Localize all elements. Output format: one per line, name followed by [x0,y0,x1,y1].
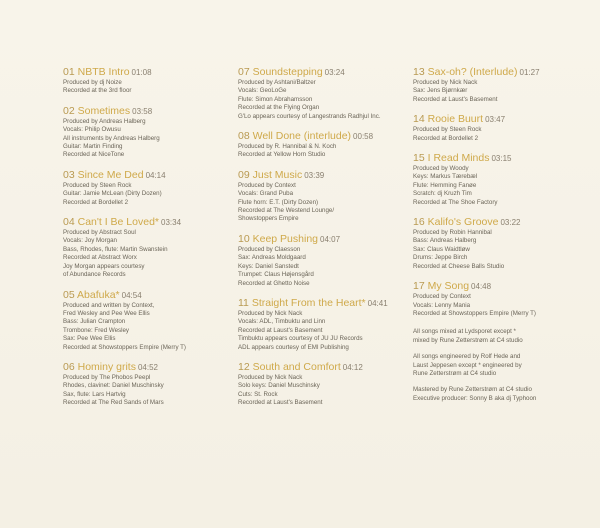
track-entry [413,113,583,143]
track-duration: 04:07 [320,234,341,244]
track-duration: 01:27 [519,68,540,77]
track-duration: 03:22 [500,218,521,228]
credit-line: Recorded at Bordellet 2 [63,198,129,206]
track-duration: 03:58 [132,106,153,116]
track-duration: 03:39 [304,170,325,180]
credit-line: Trombone: Fred Wesley [63,326,130,334]
track-title: Can't I Be Loved* [77,216,159,229]
track-number: 06 [63,360,75,373]
track-title: Rooie Buurt [427,113,484,126]
credit-line: Produced by Context [413,293,471,301]
credit-line: Vocals: Joy Morgan [63,237,117,245]
credit-line: Produced by dj Noize [63,79,122,86]
credit-line: Sax: Jens Bjørnkær [413,87,468,95]
credit-line: Vocals: Lenny Mania [413,301,471,309]
credit-line: Flute: Hemming Fanøe [413,181,477,189]
note-line: mixed by Rune Zetterstrøm at C4 studio [413,336,523,344]
track-duration: 03:15 [491,154,512,164]
credit-line: Vocals: ADL, Timbuktu and Linn [238,318,326,326]
track-heading [63,289,213,302]
credit-line: Recorded at Yellow Horn Studio [238,151,326,159]
credit-line: Bass: Julian Crampton [63,318,126,326]
track-number: 03 [63,168,75,181]
credit-line: Recorded at Cheese Balls Studio [413,262,505,270]
note-line: Rune Zetterstrøm at C4 studio [413,369,497,377]
credit-line: Sax, flute: Lars Hartvig [63,390,126,398]
track-number: 04 [63,216,75,229]
track-heading [238,233,403,246]
track-number: 11 [238,296,249,309]
track-title: Hominy grits [77,360,136,373]
track-number: 05 [63,288,75,301]
track-title: Well Done (interlude) [252,130,352,143]
track-entry [413,280,583,318]
credit-line: Guitar: Martin Finding [63,143,123,151]
note-line: Laust Jeppesen except * engineered by [413,361,522,369]
track-title: I Read Minds [427,152,490,165]
track-heading [413,216,583,229]
credit-line: Recorded at Bordellet 2 [413,134,479,142]
column-1 [63,66,213,417]
track-entry [63,361,213,408]
credit-line: Bass, Rhodes, flute: Martin Swanstein [63,245,168,253]
track-entry [238,66,403,121]
track-heading [63,105,213,118]
track-duration: 04:12 [342,362,363,372]
credit-line: Recorded at NiceTone [63,151,125,159]
note-line: All songs mixed at Lydsporet except * [413,328,516,336]
credit-line: Produced by Steen Rock [413,126,482,134]
track-heading [63,66,213,79]
track-title: Keep Pushing [252,232,318,245]
track-number: 09 [238,168,250,181]
track-duration: 00:58 [353,132,374,142]
track-title: Kalifo's Groove [427,216,499,229]
track-heading [63,361,213,374]
credit-line: Fred Wesley and Pee Wee Ellis [63,309,150,317]
credit-line: Vocals: GeoLoGe [238,87,287,95]
note-block [413,328,583,345]
track-title: Straight From the Heart* [251,296,366,309]
credit-line: Rhodes, clavinet: Daniel Muschinsky [63,382,164,390]
credit-line: Drums: Jeppe Birch [413,254,468,262]
credit-line: Recorded at Laust's Basement [238,399,323,407]
credit-line: Recorded at the Flying Organ [238,104,320,112]
track-number: 13 [413,66,425,78]
credit-line: Keys: Daniel Sanstedt [238,262,299,270]
track-heading [238,169,403,182]
credit-line: Produced by The Phobos Peepl [63,373,151,381]
track-entry [238,233,403,288]
credit-line: Produced by Ashtani/Baltzer [238,79,316,86]
credit-line: Flute horn: E.T. (Dirty Dozen) [238,198,319,206]
credit-line: Vocals: Philip Owusu [63,126,121,134]
note-block [413,386,583,403]
track-title: Sax-oh? (Interlude) [427,66,518,78]
track-heading [413,113,583,126]
credit-line: Guitar: Jamie McLean (Dirty Dozen) [63,190,162,198]
credit-line: Recorded at Showstoppers Empire (Merry T) [413,309,536,317]
track-title: My Song [427,280,470,293]
credit-line: Produced by Claesson [238,245,301,253]
track-entry [413,66,583,104]
track-number: 10 [238,232,250,245]
track-heading [63,216,213,229]
credit-line: Recorded at Abstract Worx [63,254,137,262]
credit-line: Produced by Nick Nack [413,79,478,86]
track-duration: 03:34 [161,218,182,228]
track-duration: 03:47 [485,115,506,125]
note-line: All songs engineered by Rolf Hede and [413,353,521,361]
production-notes [413,328,583,403]
credit-line: Produced by Steen Rock [63,181,132,189]
credit-line: Sax: Pee Wee Ellis [63,335,116,343]
track-number: 16 [413,216,425,229]
track-title: NBTB Intro [77,66,130,78]
track-number: 14 [413,113,425,126]
track-entry [63,169,213,207]
credit-line: Recorded at The Red Sands of Mars [63,399,164,407]
credit-line: Scratch: dj Kruzh Tim [413,190,472,198]
credit-line: Recorded at Showstoppers Empire (Merry T) [63,343,186,351]
credit-line: Sax: Claus Waidtløw [413,245,470,253]
track-title: Since Me Ded [77,168,144,181]
credit-line: ADL appears courtesy of EMI Publishing [238,343,349,351]
track-heading [238,361,403,374]
track-entry [63,66,213,96]
track-number: 02 [63,104,75,117]
credit-line: Trumpet: Claus Højensgård [238,271,314,279]
track-entry [238,130,403,160]
credit-line: Showstoppers Empire [238,215,299,223]
credit-line: Produced by Andreas Halberg [63,117,146,125]
track-heading [238,297,403,310]
track-duration: 04:52 [137,362,158,372]
track-entry [63,105,213,160]
credit-line: Joy Morgan appears courtesy [63,262,145,270]
credit-line: Recorded at The Westend Lounge/ [238,207,335,215]
credit-line: Recorded at Laust's Basement [413,95,498,103]
track-duration: 04:14 [145,170,166,180]
credit-line: Produced by R. Hannibal & N. Koch [238,143,337,151]
track-duration: 04:54 [121,290,142,300]
credit-line: Produced by Context [238,181,296,189]
credit-line: Recorded at The Shoe Factory [413,198,498,206]
credit-line: Recorded at Laust's Basement [238,326,323,334]
track-number: 07 [238,66,250,78]
track-heading [63,169,213,182]
track-title: South and Comfort [252,360,341,373]
note-block [413,353,583,378]
track-duration: 04:48 [471,282,492,292]
credit-line: Produced by Nick Nack [238,373,303,381]
track-heading [413,66,583,79]
credit-line: of Abundance Records [63,271,126,279]
track-number: 12 [238,360,250,373]
track-title: Abafuka* [77,288,120,301]
credit-line: Timbuktu appears courtesy of JU JU Records [238,335,363,343]
track-title: Just Music [252,168,303,181]
track-heading [413,280,583,293]
track-entry [238,297,403,352]
column-2 [238,66,403,417]
track-entry [238,361,403,408]
track-title: Soundstepping [252,66,323,78]
track-duration: 03:24 [324,68,345,77]
track-number: 17 [413,280,425,293]
credit-line: Produced by Woody [413,165,469,173]
credit-line: Sax: Andreas Moldgaard [238,254,306,262]
note-line: Executive producer: Sonny B aka dj Typhoon [413,394,537,402]
credit-line: Produced and written by Context, [63,301,155,309]
credit-line: Bass: Andreas Halberg [413,237,477,245]
credit-line: Recorded at the 3rd floor [63,87,132,95]
credit-line: Vocals: Grand Puba [238,190,294,198]
credit-line: All instruments by Andreas Halberg [63,134,160,142]
track-number: 15 [413,152,425,165]
track-entry [413,152,583,207]
column-3 [413,66,583,411]
credit-line: Produced by Nick Nack [238,309,303,317]
note-line: Mastered by Rune Zetterstrøm at C4 studio [413,386,532,394]
track-duration: 01:08 [131,68,152,77]
credit-line: Produced by Abstract Soul [63,229,136,237]
track-entry [238,169,403,224]
track-heading [238,66,403,79]
credit-line: G'Lo appears courtesy of Langestrands Radhjul Inc. [238,112,381,120]
credit-line: Recorded at Ghetto Noise [238,279,310,287]
credit-line: Flute: Simon Abrahamsson [238,95,313,103]
track-number: 01 [63,66,75,78]
track-entry [63,216,213,279]
track-duration: 04:41 [367,298,388,308]
track-entry [413,216,583,271]
track-entry [63,289,213,352]
track-heading [238,130,403,143]
track-title: Sometimes [77,104,131,117]
credit-line: Solo keys: Daniel Muschinsky [238,382,320,390]
credit-line: Produced by Robin Hannibal [413,229,492,237]
credit-line: Keys: Markus Tærebæl [413,173,478,181]
track-number: 08 [238,130,250,143]
credit-line: Cuts: St. Rock [238,390,278,398]
track-heading [413,152,583,165]
